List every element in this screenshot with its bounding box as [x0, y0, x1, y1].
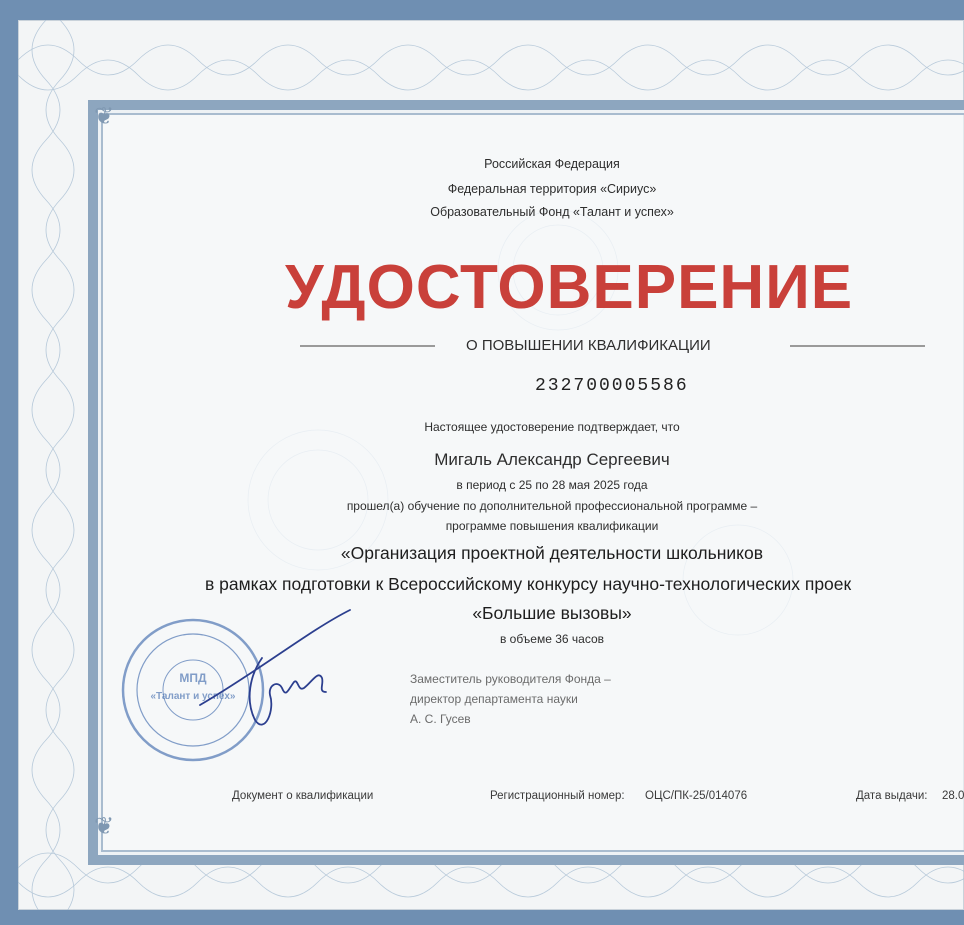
header-country: Российская Федерация [484, 157, 620, 171]
footer-issue-date-label: Дата выдачи: [856, 790, 928, 802]
footer-registration-label: Регистрационный номер: [490, 790, 625, 802]
footer-registration-number: ОЦС/ПК-25/014076 [645, 790, 748, 802]
frame-corner-ornament-icon: ❦ [93, 102, 115, 130]
training-volume: в объеме 36 часов [499, 632, 605, 646]
recipient-name: Мигаль Александр Сергеевич [434, 450, 670, 469]
header-territory: Федеральная территория «Сириус» [447, 182, 657, 196]
stamp-text-name: «Талант и успех» [150, 691, 236, 702]
program-title-line1: «Организация проектной деятельности школьников [340, 543, 764, 563]
confirm-text: Настоящее удостоверение подтверждает, что [424, 420, 680, 434]
training-description-line1: прошел(а) обучение по дополнительной профессиональной программе – [346, 499, 758, 513]
signatory-position-line1: Заместитель руководителя Фонда – [410, 672, 611, 686]
training-period: в период с 25 по 28 мая 2025 года [456, 478, 648, 492]
certificate-number: 232700005586 [535, 376, 689, 396]
signature-handwritten [190, 600, 370, 750]
training-description-line2: программе повышения квалификации [445, 519, 659, 533]
program-title-line3: «Большие вызовы» [472, 603, 632, 623]
subtitle-rule-right [790, 345, 925, 347]
header-foundation: Образовательный Фонд «Талант и успех» [430, 205, 674, 219]
frame-corner-ornament-icon: ❦ [93, 812, 115, 840]
certificate-title: УДОСТОВЕРЕНИЕ [285, 253, 854, 322]
subtitle-rule-left [300, 345, 435, 347]
signatory-name: А. С. Гусев [410, 712, 471, 726]
certificate-subtitle: О ПОВЫШЕНИИ КВАЛИФИКАЦИИ [466, 337, 711, 354]
footer-issue-date-value: 28.0 [942, 790, 964, 802]
footer-document-label: Документ о квалификации [232, 790, 374, 802]
program-title-line2: в рамках подготовки к Всероссийскому конкурсу научно-технологических проек [205, 574, 852, 594]
signatory-position-line2: директор департамента науки [410, 692, 578, 706]
stamp-text-org: МПД [179, 671, 207, 685]
